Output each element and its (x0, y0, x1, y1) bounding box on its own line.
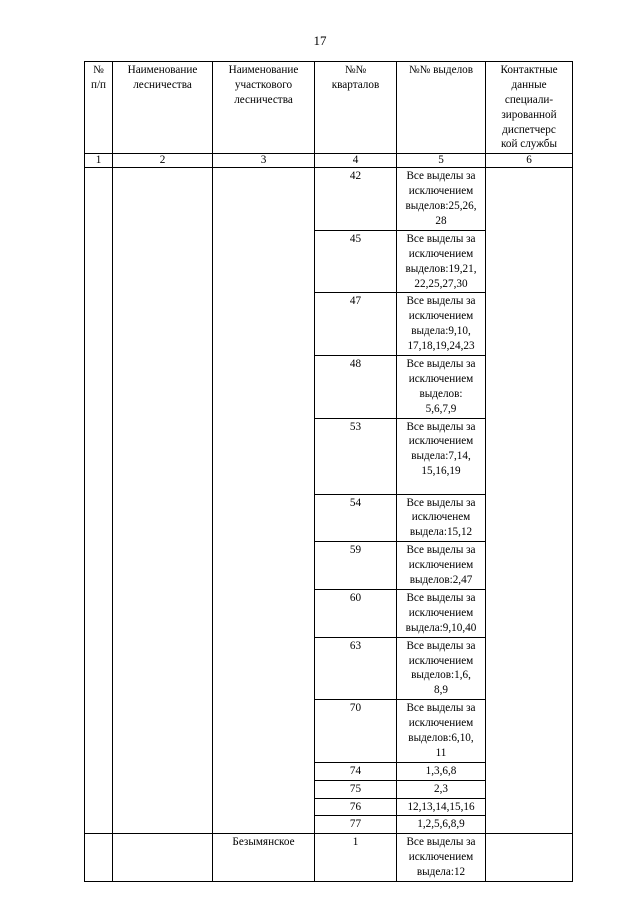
kvartal-cell: 70 (315, 700, 397, 763)
kvartal-cell: 63 (315, 637, 397, 700)
column-numbers-row (85, 154, 573, 168)
header-lesnichestvo (113, 62, 213, 154)
kvartal-cell: 42 (315, 168, 397, 231)
table-body (85, 154, 573, 882)
kvartal-cell: 77 (315, 816, 397, 834)
forest-areas-table (84, 61, 573, 882)
kvartal-cell: 1 (315, 834, 397, 882)
vydel-cell: 1,2,5,6,8,9 (397, 816, 486, 834)
column-number: 5 (397, 154, 486, 168)
kvartal-cell: 54 (315, 494, 397, 542)
uchastkovoe-cell: Безымянское (213, 834, 315, 882)
vydel-cell: Все выделы за исключением выделов:2,47 (397, 542, 486, 590)
kvartal-cell: 47 (315, 293, 397, 356)
vydel-cell: Все выделы за исключением выдела:9,10, 17,18,19,24,23 (397, 293, 486, 356)
empty-cell-number (85, 168, 113, 834)
empty-cell-number (85, 834, 113, 882)
vydel-cell: Все выделы за исключением выдела:12 (397, 834, 486, 882)
vydel-cell: Все выделы за исключением выдела:7,14, 15,16,19 (397, 418, 486, 494)
header-uchastkovoe-text: Наименование участкового лесничества (228, 64, 299, 106)
vydel-cell: Все выделы за исключением выделов: 5,6,7,9 (397, 356, 486, 419)
kvartal-cell: 75 (315, 780, 397, 798)
header-uchastkovoe (213, 62, 315, 154)
empty-cell-lesnichestvo (113, 168, 213, 834)
kvartal-cell: 74 (315, 762, 397, 780)
header-row (85, 62, 573, 154)
header-kvartaly (315, 62, 397, 154)
empty-cell-contacts (486, 168, 573, 834)
header-contacts (486, 62, 573, 154)
header-lesnichestvo-text: Наименование лесничества (127, 64, 198, 91)
header-vydely-text: №№ выделов (408, 64, 474, 76)
column-number: 3 (213, 154, 315, 168)
kvartal-cell: 76 (315, 798, 397, 816)
kvartal-cell: 45 (315, 230, 397, 293)
table-row-bezymyanskoe (85, 834, 573, 882)
column-number: 2 (113, 154, 213, 168)
empty-cell-lesnichestvo (113, 834, 213, 882)
table-row (85, 168, 573, 231)
kvartal-cell: 59 (315, 542, 397, 590)
vydel-cell: 12,13,14,15,16 (397, 798, 486, 816)
column-number: 1 (85, 154, 113, 168)
vydel-cell: Все выделы за исключением выдела:9,10,40 (397, 589, 486, 637)
column-number: 4 (315, 154, 397, 168)
kvartal-cell: 60 (315, 589, 397, 637)
empty-cell-uchastkovoe (213, 168, 315, 834)
header-kvartaly-text: №№ кварталов (331, 64, 380, 91)
vydel-cell: Все выделы за исключенем выдела:15,12 (397, 494, 486, 542)
kvartal-cell: 48 (315, 356, 397, 419)
vydel-cell: Все выделы за исключением выделов:19,21, 22,25,27,30 (397, 230, 486, 293)
vydel-cell: Все выделы за исключением выделов:1,6, 8,9 (397, 637, 486, 700)
header-number-text: № п/п (90, 64, 107, 91)
kvartal-cell: 53 (315, 418, 397, 494)
header-number (85, 62, 113, 154)
header-vydely (397, 62, 486, 154)
vydel-cell: 1,3,6,8 (397, 762, 486, 780)
empty-cell-contacts (486, 834, 573, 882)
page-number: 17 (313, 33, 327, 48)
column-number: 6 (486, 154, 573, 168)
header-contacts-text: Контактные данные специали- зированной диспетчерс кой службы (500, 64, 558, 151)
vydel-cell: Все выделы за исключением выделов:6,10, 11 (397, 700, 486, 763)
vydel-cell: Все выделы за исключением выделов:25,26, 28 (397, 168, 486, 231)
vydel-cell: 2,3 (397, 780, 486, 798)
